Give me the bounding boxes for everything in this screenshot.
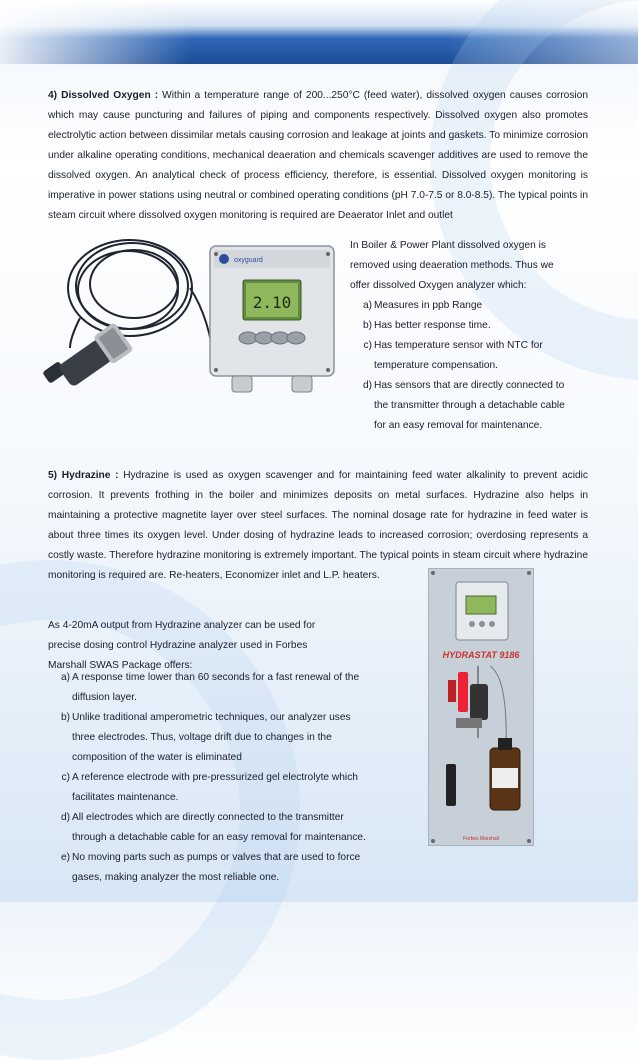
device-brand-text: oxyguard xyxy=(234,257,263,264)
section-body: Within a temperature range of 200...250°C (feed water), dissolved oxygen causes corrosion which may cause puncturing and failures of piping and components respectively. Dissolved oxygen also promotes electrolytic action between dissimilar metals causing corrosion and leakage at joints and gaskets. To minimize corrosion under alkaline operating conditions, mechanical deaeration and chemicals scavenger additives are used to remove the dissolved oxygen. An analytical check of process efficiency, therefore, is essential. Dissolved oxygen monitoring is imperative in power stations using neutral or combined operating conditions (pH 7.0-7.5 or 8.0-8.5). The typical points in steam circuit where dissolved oxygen monitoring is required are Deaerator Inlet and outlet xyxy=(48,90,589,221)
list-item-text: A reference electrode with pre-pressurized gel electrolyte which facilitates maintenance. xyxy=(72,772,358,803)
section-heading: 5) Hydrazine : xyxy=(48,470,119,481)
list-item-text: Has sensors that are directly connected to the transmitter through a detachable cable for an easy removal for maintenance. xyxy=(374,380,565,431)
do-offer-list xyxy=(350,296,570,436)
list-item-text: Unlike traditional amperometric techniques, our analyzer uses three electrodes. Thus, voltage drift due to changes in the composition of the water is eliminated xyxy=(72,712,351,763)
list-item xyxy=(48,708,366,768)
list-item-text: All electrodes which are directly connected to the transmitter through a detachable cable for an easy removal for maintenance. xyxy=(72,812,366,843)
section-heading: 4) Dissolved Oxygen : xyxy=(48,90,159,101)
list-item-text: No moving parts such as pumps or valves that are used to force gases, making analyzer the most reliable one. xyxy=(72,852,361,883)
list-item xyxy=(350,336,570,376)
list-item xyxy=(350,296,570,316)
list-item xyxy=(48,808,366,848)
list-item-label: a) xyxy=(362,300,372,311)
list-item-label: b) xyxy=(362,320,372,331)
list-item-text: Measures in ppb Range xyxy=(374,300,483,311)
list-item xyxy=(48,848,366,888)
dissolved-oxygen-analyzer-image xyxy=(40,228,340,428)
list-item xyxy=(48,668,366,708)
list-item-label: d) xyxy=(60,812,70,823)
list-item xyxy=(350,316,570,336)
list-item xyxy=(350,376,570,436)
hydrazine-offer-intro: As 4-20mA output from Hydrazine analyzer can be used for precise dosing control Hydrazine analyzer used in Forbes Marshall SWAS Package offers: xyxy=(48,620,316,671)
list-item-label: e) xyxy=(60,852,70,863)
list-item-label: a) xyxy=(60,672,70,683)
section-body: Hydrazine is used as oxygen scavenger and for maintaining feed water alkalinity to prevent acidic corrosion. It prevents frothing in the boiler and minimizes deposits on metal surfaces. Hydrazine also helps in maintaining a protective magnetite layer over steel surfaces. The nominal dosage rate for hydrazine in feed water is about three times its oxygen level. Under dosing of hydrazine leads to increased corrosion; overdosing represents a costly waste. Therefore hydrazine monitoring is extremely important. The typical points in steam circuit where hydrazine monitoring is required are. Re-heaters, Economizer inlet and L.P. heaters. xyxy=(48,470,588,581)
section-dissolved-oxygen xyxy=(48,86,588,226)
list-item-text: Has temperature sensor with NTC for temperature compensation. xyxy=(374,340,543,371)
panel-title: HYDRASTAT 9186 xyxy=(442,650,520,660)
hydrastat-panel-image xyxy=(428,568,534,846)
do-offer-intro: In Boiler & Power Plant dissolved oxygen is removed using deaeration methods. Thus we offer dissolved Oxygen analyzer which: xyxy=(350,240,554,291)
list-item-label: c) xyxy=(363,340,372,351)
list-item-label: b) xyxy=(60,712,70,723)
list-item-text: Has better response time. xyxy=(374,320,491,331)
panel-footer: Forbes Marshall xyxy=(463,836,499,842)
list-item-label: c) xyxy=(61,772,70,783)
hydrazine-offer-list xyxy=(48,668,366,888)
device-display-value: 2.10 xyxy=(252,293,292,312)
list-item xyxy=(48,768,366,808)
list-item-text: A response time lower than 60 seconds for a fast renewal of the diffusion layer. xyxy=(72,672,360,703)
list-item-label: d) xyxy=(362,380,372,391)
